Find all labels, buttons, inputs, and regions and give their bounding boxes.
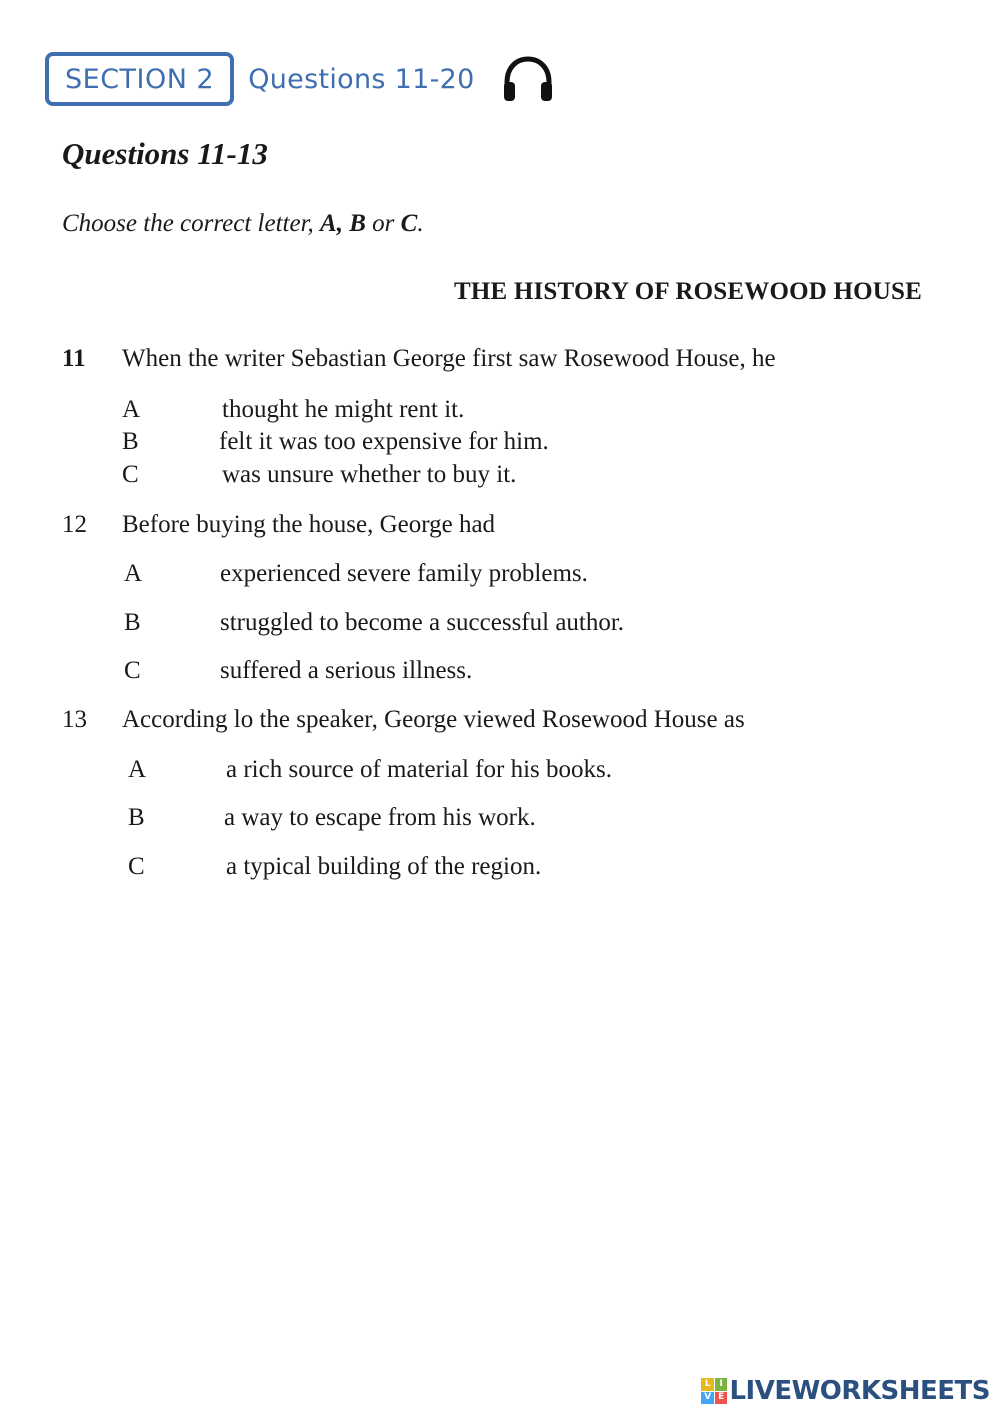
passage-title: THE HISTORY OF ROSEWOOD HOUSE — [454, 278, 922, 305]
question-text: When the writer Sebastian George first saw Rosewood House, he — [122, 345, 776, 372]
instruction-last-letter: C — [400, 210, 418, 237]
instruction — [62, 210, 424, 238]
option-letter: B — [122, 428, 139, 455]
logo-letter-i: I — [715, 1378, 728, 1391]
option-text: thought he might rent it. — [222, 396, 465, 423]
instruction-prefix: Choose the correct letter, — [62, 210, 321, 237]
logo-text: LIVEWORKSHEETS — [729, 1376, 990, 1406]
instruction-letters: A, B — [320, 210, 366, 237]
instruction-or: or — [365, 210, 401, 237]
question-text: Before buying the house, George had — [122, 511, 496, 538]
option-letter: B — [128, 804, 145, 831]
question-text: According lo the speaker, George viewed Rosewood House as — [122, 706, 745, 733]
section-badge: SECTION 2 — [45, 52, 234, 106]
question-number: 12 — [62, 511, 87, 538]
questions-range: Questions 11-20 — [248, 63, 475, 95]
option-letter: B — [124, 609, 141, 636]
question-13 — [62, 706, 745, 734]
logo-letter-v: V — [701, 1392, 714, 1405]
logo-mark-icon — [701, 1378, 727, 1404]
option-letter: A — [128, 756, 147, 783]
option-text: a rich source of material for his books. — [226, 756, 612, 783]
instruction-end: . — [417, 210, 424, 237]
section-header — [45, 48, 555, 110]
question-number: 13 — [62, 706, 87, 733]
option-text: was unsure whether to buy it. — [222, 461, 517, 488]
logo-letter-e: E — [715, 1392, 728, 1405]
option-letter: C — [122, 461, 139, 488]
option-letter: A — [122, 396, 141, 423]
option-text: felt it was too expensive for him. — [219, 428, 549, 455]
option-text: struggled to become a successful author. — [220, 609, 625, 636]
block-title: Questions 11-13 — [62, 136, 268, 171]
liveworksheets-logo — [701, 1373, 990, 1409]
logo-letter-l: L — [701, 1378, 714, 1391]
question-number: 11 — [62, 345, 86, 372]
question-12 — [62, 511, 495, 539]
option-letter: C — [128, 853, 145, 880]
question-11 — [62, 345, 776, 373]
headphones-icon[interactable] — [501, 54, 555, 104]
option-letter: A — [124, 560, 143, 587]
option-text: suffered a serious illness. — [220, 657, 473, 684]
option-text: a typical building of the region. — [226, 853, 542, 880]
option-letter: C — [124, 657, 141, 684]
option-text: experienced severe family problems. — [220, 560, 588, 587]
option-text: a way to escape from his work. — [224, 804, 536, 831]
